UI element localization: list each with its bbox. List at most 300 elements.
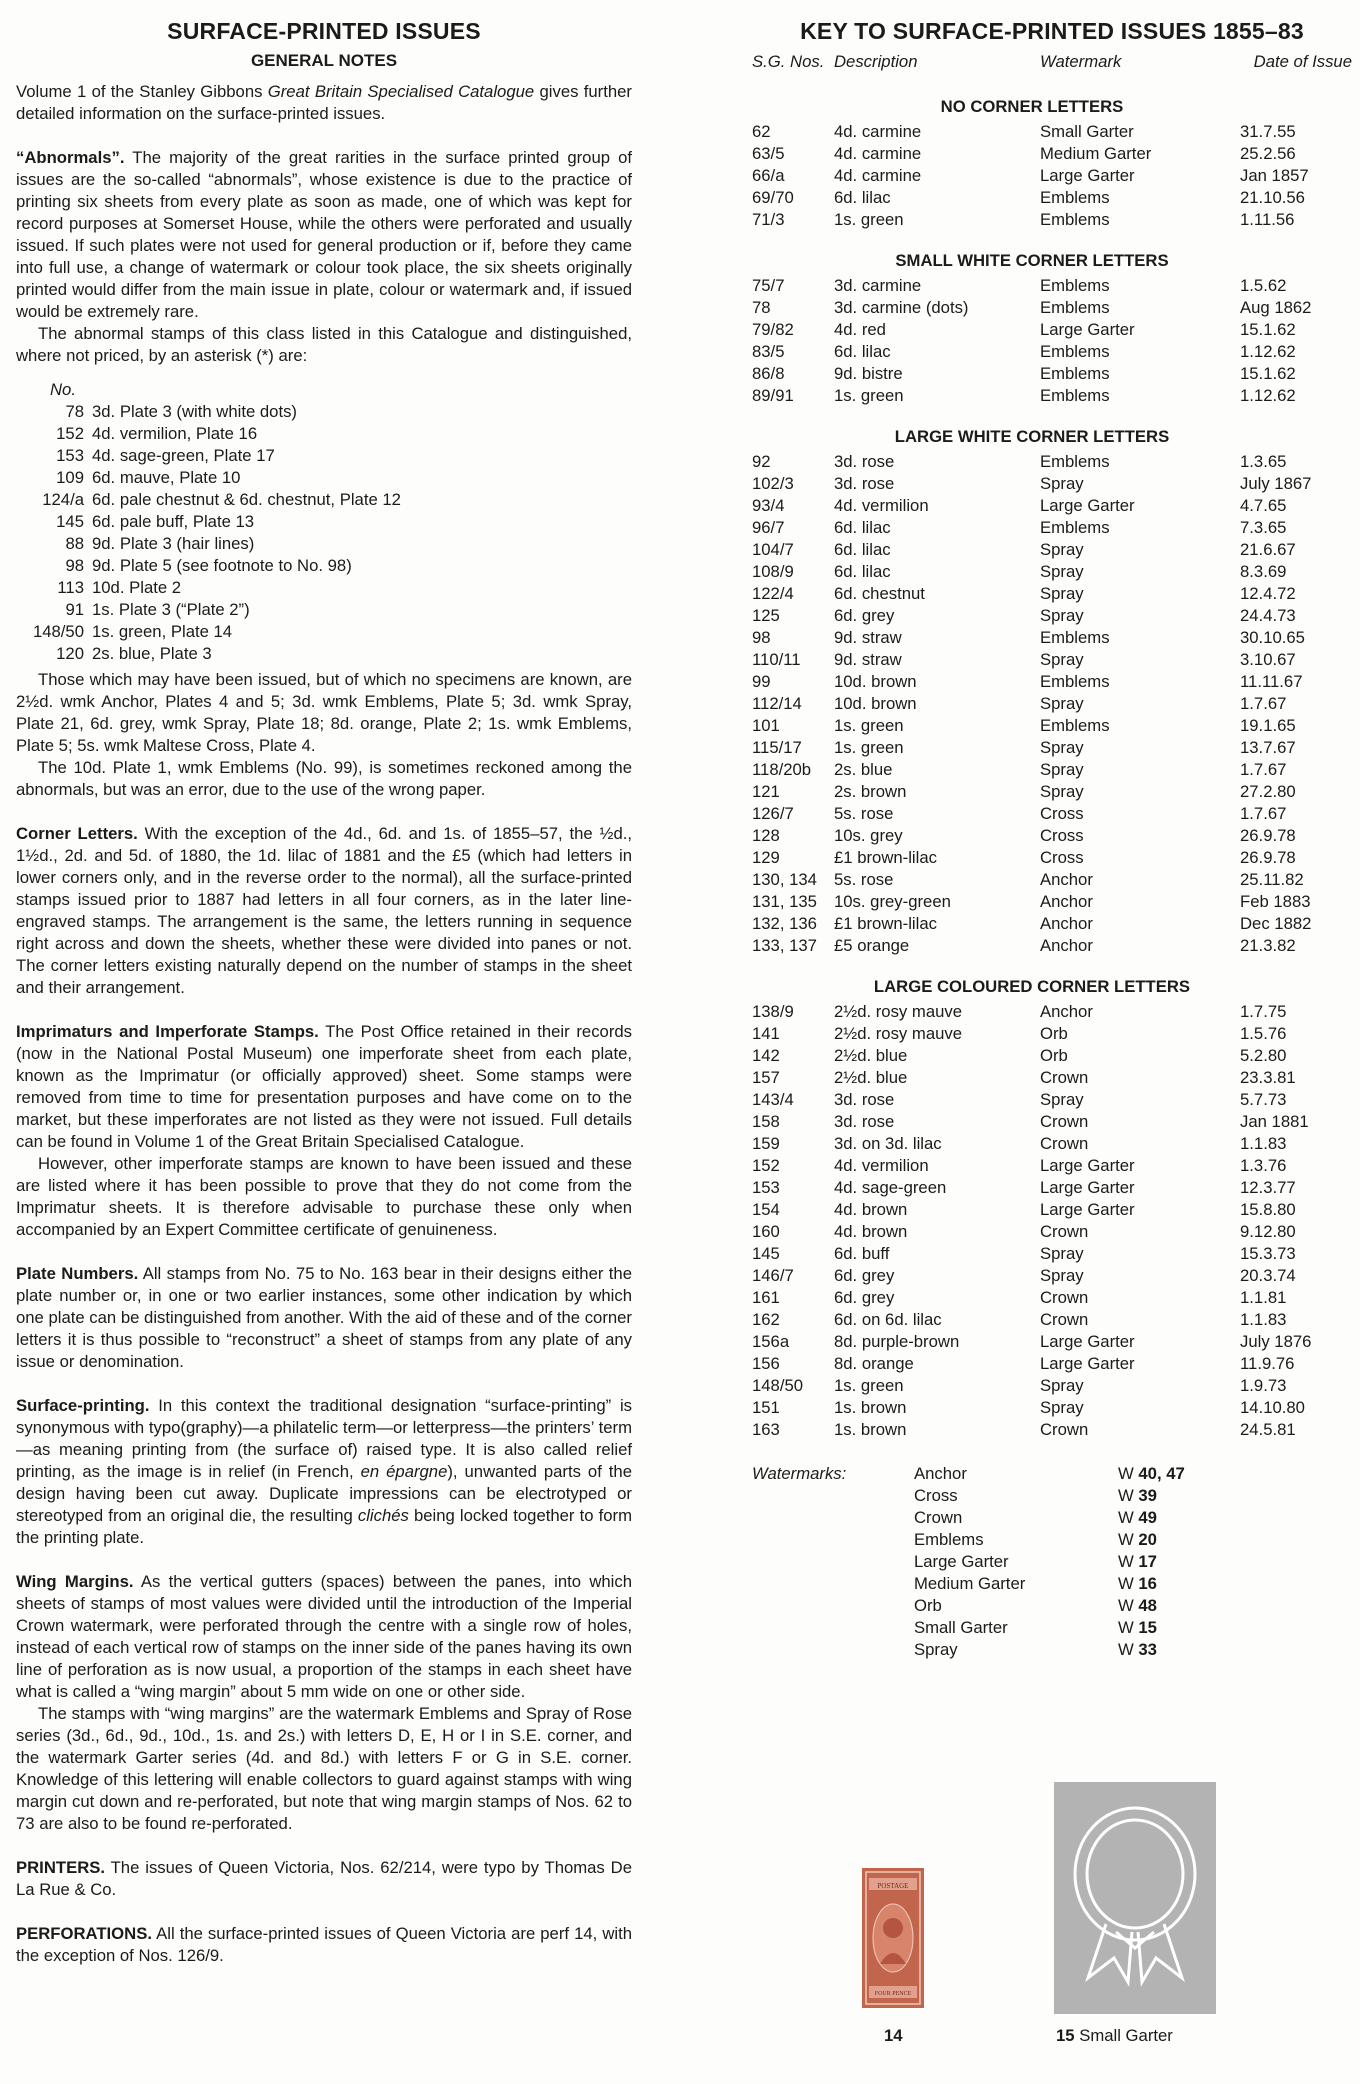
abnormals-list-header: No.: [50, 380, 76, 399]
cell-watermark: Crown: [1040, 1068, 1089, 1087]
cell-date-of-issue: 1.9.73: [1240, 1376, 1287, 1395]
cell-sg-number: 133, 137: [752, 936, 817, 955]
cell-watermark: Anchor: [1040, 914, 1093, 933]
cell-watermark: Spray: [1040, 1244, 1084, 1263]
abnormal-description: 6d. pale chestnut & 6d. chestnut, Plate 12: [92, 490, 401, 509]
table-row: [752, 737, 1352, 759]
cell-description: 6d. grey: [834, 606, 895, 625]
cell-sg-number: 121: [752, 782, 780, 801]
cell-description: 6d. lilac: [834, 540, 891, 559]
section-title: LARGE COLOURED CORNER LETTERS: [873, 977, 1191, 996]
table-row: [752, 319, 1352, 341]
table-row: [752, 803, 1352, 825]
cell-date-of-issue: 1.5.62: [1240, 276, 1287, 295]
cell-sg-number: 146/7: [752, 1266, 794, 1285]
table-row: [752, 1089, 1352, 1111]
watermark-name: Medium Garter: [914, 1574, 1026, 1593]
watermark-name: Spray: [914, 1640, 958, 1659]
table-row: [752, 451, 1352, 473]
abnormal-number: 113: [57, 578, 84, 597]
abnormal-number: 124/a: [42, 490, 84, 509]
cell-watermark: Spray: [1040, 474, 1084, 493]
cell-sg-number: 104/7: [752, 540, 794, 559]
cell-date-of-issue: Jan 1857: [1240, 166, 1309, 185]
abnormal-list-item: [16, 423, 632, 445]
abnormal-list-item: [16, 599, 632, 621]
cell-description: £1 brown-lilac: [834, 914, 937, 933]
cell-description: 9d. bistre: [834, 364, 903, 383]
cell-watermark: Spray: [1040, 606, 1084, 625]
cell-sg-number: 132, 136: [752, 914, 817, 933]
cell-watermark: Large Garter: [1040, 320, 1135, 339]
abnormal-list-item: [16, 621, 632, 643]
cell-description: 2s. blue: [834, 760, 893, 779]
table-row: [752, 891, 1352, 913]
cell-date-of-issue: 26.9.78: [1240, 826, 1296, 845]
table-row: [752, 1067, 1352, 1089]
table-row: [752, 1221, 1352, 1243]
plate-numbers-paragraph: Plate Numbers. All stamps from No. 75 to No. 163 bear in their designs either the plate number or, in one or two earlier instances, some other indication by which one plate can be distinguished from another. With the aid of these and of the corner letters it is thus possible to “reconstruct” a sheet of stamps from any plate of any issue or denomination.: [16, 1264, 632, 1371]
table-row: [752, 693, 1352, 715]
cell-date-of-issue: Feb 1883: [1240, 892, 1311, 911]
cell-description: 4d. vermilion: [834, 496, 929, 515]
abnormal-number: 91: [65, 600, 84, 619]
cell-watermark: Anchor: [1040, 892, 1093, 911]
abnormal-description: 1s. Plate 3 (“Plate 2”): [92, 600, 250, 619]
cell-date-of-issue: 9.12.80: [1240, 1222, 1296, 1241]
perforations-paragraph: PERFORATIONS. All the surface-printed issues of Queen Victoria are perf 14, with the exception of Nos. 126/9.: [16, 1924, 632, 1965]
table-row: [752, 605, 1352, 627]
table-row: [752, 1243, 1352, 1265]
cell-description: 8d. purple-brown: [834, 1332, 960, 1351]
cell-watermark: Spray: [1040, 1376, 1084, 1395]
cell-watermark: Cross: [1040, 826, 1084, 845]
cell-description: 4d. red: [834, 320, 886, 339]
cell-date-of-issue: July 1876: [1240, 1332, 1312, 1351]
cell-watermark: Emblems: [1040, 628, 1110, 647]
cell-watermark: Spray: [1040, 760, 1084, 779]
table-row: [752, 913, 1352, 935]
cell-description: 6d. lilac: [834, 562, 891, 581]
table-row: [752, 847, 1352, 869]
table-row: [752, 671, 1352, 693]
cell-description: 5s. rose: [834, 804, 894, 823]
table-row: [752, 275, 1352, 297]
cell-sg-number: 160: [752, 1222, 780, 1241]
cell-sg-number: 66/a: [752, 166, 785, 185]
cell-date-of-issue: 11.9.76: [1240, 1354, 1295, 1373]
abnormal-description: 4d. vermilion, Plate 16: [92, 424, 258, 443]
watermarks-label: Watermarks:: [752, 1464, 847, 1483]
header-watermark: Watermark: [1040, 52, 1122, 71]
cell-sg-number: 157: [752, 1068, 780, 1087]
fig-15-caption: 15 Small Garter: [1056, 2026, 1173, 2045]
cell-watermark: Large Garter: [1040, 496, 1135, 515]
table-row: [752, 143, 1352, 165]
cell-sg-number: 158: [752, 1112, 780, 1131]
cell-date-of-issue: 12.3.77: [1240, 1178, 1296, 1197]
cell-date-of-issue: 13.7.67: [1240, 738, 1296, 757]
abnormal-list-item: [16, 401, 632, 423]
cell-sg-number: 75/7: [752, 276, 785, 295]
cell-description: 1s. green: [834, 738, 904, 757]
cell-date-of-issue: 7.3.65: [1240, 518, 1287, 537]
cell-description: 9d. straw: [834, 628, 902, 647]
cell-date-of-issue: July 1867: [1240, 474, 1312, 493]
table-row: [752, 1199, 1352, 1221]
abnormal-description: 6d. pale buff, Plate 13: [92, 512, 255, 531]
table-row: [752, 1331, 1352, 1353]
cell-description: 9d. straw: [834, 650, 902, 669]
cell-watermark: Emblems: [1040, 672, 1110, 691]
table-row: [752, 121, 1352, 143]
cell-watermark: Spray: [1040, 584, 1084, 603]
watermark-number: W 39: [1118, 1486, 1157, 1505]
cell-watermark: Cross: [1040, 804, 1084, 823]
cell-date-of-issue: 21.3.82: [1240, 936, 1296, 955]
abnormal-description: 4d. sage-green, Plate 17: [92, 446, 275, 465]
cell-description: 10d. brown: [834, 672, 917, 691]
general-notes-column: [16, 18, 632, 1967]
cell-date-of-issue: 14.10.80: [1240, 1398, 1305, 1417]
section-title: NO CORNER LETTERS: [940, 97, 1124, 116]
cell-description: 4d. sage-green: [834, 1178, 947, 1197]
small-garter-icon: [1054, 1782, 1216, 2014]
key-column: [752, 18, 1352, 1661]
cell-date-of-issue: Dec 1882: [1240, 914, 1312, 933]
header-sg-nos: S.G. Nos.: [752, 52, 825, 71]
cell-date-of-issue: Aug 1862: [1240, 298, 1312, 317]
cell-watermark: Spray: [1040, 562, 1084, 581]
imprimaturs-paragraph-2: However, other imperforate stamps are known to have been issued and these are listed where it has been possible to prove that they do not come from the Imprimatur sheets. It is therefore advisable to purchase these only when accompanied by an Expert Committee certificate of genuineness.: [16, 1154, 632, 1239]
wing-margins-paragraph: Wing Margins. As the vertical gutters (spaces) between the panes, into which sheets of stamps of most values were divided until the introduction of the Imperial Crown watermark, were perforated through the centre with a single row of holes, instead of each vertical row of stamps on the inner side of the panes having its own line of perforation as is now usual, a proportion of the stamps in each sheet have what is called a “wing margin” about 5 mm wide on one or other side.: [16, 1572, 632, 1701]
cell-sg-number: 129: [752, 848, 780, 867]
table-row: [752, 583, 1352, 605]
cell-watermark: Orb: [1040, 1046, 1068, 1065]
cell-date-of-issue: 15.1.62: [1240, 364, 1296, 383]
cell-watermark: Spray: [1040, 694, 1084, 713]
printers-paragraph: PRINTERS. The issues of Queen Victoria, Nos. 62/214, were typo by Thomas De La Rue & Co.: [16, 1858, 632, 1899]
abnormal-number: 120: [56, 644, 84, 663]
cell-description: 2s. brown: [834, 782, 907, 801]
cell-sg-number: 141: [752, 1024, 780, 1043]
table-row: [752, 1287, 1352, 1309]
watermark-number: W 17: [1118, 1552, 1157, 1571]
cell-date-of-issue: 1.7.67: [1240, 804, 1287, 823]
cell-description: 2½d. rosy mauve: [834, 1024, 962, 1043]
table-row: [752, 1045, 1352, 1067]
cell-description: 4d. carmine: [834, 122, 922, 141]
table-row: [752, 385, 1352, 407]
table-row: [752, 1001, 1352, 1023]
table-row: [752, 825, 1352, 847]
cell-date-of-issue: 4.7.65: [1240, 496, 1287, 515]
watermark-name: Large Garter: [914, 1552, 1009, 1571]
cell-sg-number: 156a: [752, 1332, 790, 1351]
cell-watermark: Spray: [1040, 782, 1084, 801]
cell-date-of-issue: 11.11.67: [1240, 672, 1303, 691]
table-row: [752, 1309, 1352, 1331]
cell-description: 6d. lilac: [834, 188, 891, 207]
section-title: SMALL WHITE CORNER LETTERS: [895, 251, 1169, 270]
cell-watermark: Anchor: [1040, 870, 1093, 889]
cell-date-of-issue: 1.7.67: [1240, 760, 1287, 779]
watermark-number: W 48: [1118, 1596, 1157, 1615]
cell-watermark: Large Garter: [1040, 1200, 1135, 1219]
cell-description: 6d. on 6d. lilac: [834, 1310, 942, 1329]
cell-date-of-issue: 5.2.80: [1240, 1046, 1287, 1065]
cell-watermark: Spray: [1040, 540, 1084, 559]
watermark-name: Crown: [914, 1508, 963, 1527]
table-row: [752, 759, 1352, 781]
abnormal-list-item: [16, 467, 632, 489]
cell-watermark: Crown: [1040, 1134, 1089, 1153]
table-row: [752, 1265, 1352, 1287]
cell-date-of-issue: 20.3.74: [1240, 1266, 1296, 1285]
cell-date-of-issue: 1.1.81: [1240, 1288, 1287, 1307]
watermark-name: Orb: [914, 1596, 942, 1615]
watermark-number: W 15: [1118, 1618, 1157, 1637]
cell-sg-number: 108/9: [752, 562, 794, 581]
cell-description: 6d. buff: [834, 1244, 890, 1263]
intro-paragraph: Volume 1 of the Stanley Gibbons Great Britain Specialised Catalogue gives further detailed information on the surface-printed issues.: [16, 82, 632, 123]
abnormals-paragraph-2: The abnormal stamps of this class listed in this Catalogue and distinguished, where not priced, by an asterisk (*) are:: [16, 324, 632, 365]
table-row: [752, 517, 1352, 539]
cell-watermark: Large Garter: [1040, 1156, 1135, 1175]
cell-watermark: Emblems: [1040, 364, 1110, 383]
abnormal-number: 98: [65, 556, 84, 575]
watermark-names: [914, 1463, 1118, 1661]
cell-date-of-issue: 24.5.81: [1240, 1420, 1296, 1439]
abnormal-number: 153: [56, 446, 84, 465]
surface-printing-paragraph: Surface-printing. In this context the traditional designation “surface-printing” is synonymous with typo(graphy)—a philatelic term—or letterpress—the printers’ term—as meaning printing from (the surface of) raised type. It is also called relief printing, as the image is in relief (in French, en épargne), unwanted parts of the design having been cut away. Duplicate impressions can be electrotyped or stereotyped from an original die, the resulting clichés being locked together to form the printing plate.: [16, 1396, 632, 1547]
cell-description: 10s. grey-green: [834, 892, 951, 911]
cell-sg-number: 153: [752, 1178, 780, 1197]
cell-description: 1s. green: [834, 210, 904, 229]
abnormal-list-item: [16, 643, 632, 665]
table-row: [752, 495, 1352, 517]
cell-date-of-issue: 1.1.83: [1240, 1310, 1287, 1329]
cell-sg-number: 125: [752, 606, 780, 625]
cell-description: 4d. carmine: [834, 144, 922, 163]
header-date-of-issue: Date of Issue: [1253, 52, 1352, 71]
table-row: [752, 1111, 1352, 1133]
cell-date-of-issue: 24.4.73: [1240, 606, 1296, 625]
cell-description: 1s. green: [834, 386, 904, 405]
cell-date-of-issue: 1.7.67: [1240, 694, 1287, 713]
cell-watermark: Spray: [1040, 738, 1084, 757]
cell-description: 1s. green: [834, 716, 904, 735]
fig-14-stamp-image: [862, 1868, 924, 2008]
table-row: [752, 1353, 1352, 1375]
cell-watermark: Anchor: [1040, 936, 1093, 955]
table-row: [752, 1155, 1352, 1177]
abnormal-description: 6d. mauve, Plate 10: [92, 468, 241, 487]
abnormal-list-item: [16, 489, 632, 511]
abnormal-number: 88: [65, 534, 84, 553]
cell-sg-number: 154: [752, 1200, 780, 1219]
watermark-number: W 49: [1118, 1508, 1157, 1527]
header-description: Description: [834, 52, 918, 71]
cell-date-of-issue: Jan 1881: [1240, 1112, 1309, 1131]
abnormal-description: 10d. Plate 2: [92, 578, 182, 597]
cell-description: 10d. brown: [834, 694, 917, 713]
watermark-name: Emblems: [914, 1530, 984, 1549]
abnormal-list-item: [16, 577, 632, 599]
watermark-name: Anchor: [914, 1464, 967, 1483]
table-row: [752, 649, 1352, 671]
cell-watermark: Small Garter: [1040, 122, 1134, 141]
stamp-4d-carmine-icon: [862, 1868, 924, 2008]
cell-description: 6d. lilac: [834, 342, 891, 361]
cell-sg-number: 131, 135: [752, 892, 817, 911]
abnormal-list-item: [16, 533, 632, 555]
watermark-numbers: [1118, 1463, 1185, 1661]
cell-description: 6d. grey: [834, 1288, 895, 1307]
cell-sg-number: 126/7: [752, 804, 794, 823]
watermark-name: Cross: [914, 1486, 958, 1505]
table-row: [752, 341, 1352, 363]
cell-description: 6d. chestnut: [834, 584, 925, 603]
cell-date-of-issue: 8.3.69: [1240, 562, 1287, 581]
table-row: [752, 1133, 1352, 1155]
cell-description: 2½d. blue: [834, 1046, 908, 1065]
cell-date-of-issue: 1.7.75: [1240, 1002, 1287, 1021]
table-row: [752, 869, 1352, 891]
table-row: [752, 473, 1352, 495]
cell-sg-number: 110/11: [752, 650, 801, 669]
abnormal-number: 145: [56, 512, 84, 531]
cell-watermark: Large Garter: [1040, 166, 1135, 185]
svg-text:POSTAGE: POSTAGE: [877, 1882, 909, 1890]
cell-watermark: Spray: [1040, 1090, 1084, 1109]
abnormal-number: 148/50: [32, 622, 84, 641]
cell-description: 3d. rose: [834, 452, 895, 471]
cell-description: 4d. brown: [834, 1200, 908, 1219]
cell-sg-number: 96/7: [752, 518, 785, 537]
cell-sg-number: 86/8: [752, 364, 785, 383]
cell-date-of-issue: 25.2.56: [1240, 144, 1296, 163]
cell-watermark: Crown: [1040, 1222, 1089, 1241]
cell-date-of-issue: 1.1.83: [1240, 1134, 1287, 1153]
cell-watermark: Emblems: [1040, 298, 1110, 317]
cell-description: 3d. rose: [834, 1112, 895, 1131]
cell-sg-number: 63/5: [752, 144, 785, 163]
cell-description: 1s. brown: [834, 1398, 907, 1417]
abnormal-number: 152: [56, 424, 84, 443]
cell-date-of-issue: 15.1.62: [1240, 320, 1296, 339]
page-title: SURFACE-PRINTED ISSUES: [167, 18, 481, 44]
cell-sg-number: 128: [752, 826, 780, 845]
cell-date-of-issue: 21.6.67: [1240, 540, 1296, 559]
cell-sg-number: 89/91: [752, 386, 794, 405]
table-row: [752, 1023, 1352, 1045]
cell-date-of-issue: 25.11.82: [1240, 870, 1304, 889]
abnormals-paragraph: “Abnormals”. The majority of the great rarities in the surface printed group of issues are the so-called “abnormals”, whose existence is due to the practice of printing six sheets from every plate as soon as made, one of which was kept for record purposes at Somerset House, while the others were perforated and usually issued. If such plates were not used for general production or if, before they came into full use, a change of watermark or colour took place, the six sheets originally printed would differ from the main issue in plate, colour or watermark and, if issued would be extremely rare.: [16, 148, 632, 321]
svg-text:FOUR PENCE: FOUR PENCE: [874, 1991, 912, 1997]
cell-description: 3d. rose: [834, 474, 895, 493]
cell-description: 4d. carmine: [834, 166, 922, 185]
cell-sg-number: 161: [752, 1288, 780, 1307]
cell-sg-number: 148/50: [752, 1376, 804, 1395]
cell-description: £1 brown-lilac: [834, 848, 937, 867]
table-row: [752, 539, 1352, 561]
table-row: [752, 715, 1352, 737]
cell-watermark: Medium Garter: [1040, 144, 1152, 163]
cell-description: 4d. vermilion: [834, 1156, 929, 1175]
cell-date-of-issue: 1.11.56: [1240, 210, 1295, 229]
cell-watermark: Emblems: [1040, 188, 1110, 207]
table-row: [752, 297, 1352, 319]
not-issued-paragraph: Those which may have been issued, but of which no specimens are known, are 2½d. wmk Anchor, Plates 4 and 5; 3d. wmk Emblems, Plate 5; 3d. wmk Spray, Plate 21, 6d. grey, wmk Spray, Plate 18; 8d. orange, Plate 2; 1s. wmk Emblems, Plate 5; 5s. wmk Maltese Cross, Plate 4.: [16, 670, 632, 755]
cell-description: 1s. green: [834, 1376, 904, 1395]
cell-description: 4d. brown: [834, 1222, 908, 1241]
cell-sg-number: 156: [752, 1354, 780, 1373]
watermark-number: W 16: [1118, 1574, 1157, 1593]
fig-15-small-garter-watermark-image: [1054, 1782, 1216, 2014]
cell-sg-number: 122/4: [752, 584, 794, 603]
cell-watermark: Crown: [1040, 1310, 1089, 1329]
table-row: [752, 1419, 1352, 1441]
cell-description: 6d. lilac: [834, 518, 891, 537]
cell-watermark: Orb: [1040, 1024, 1068, 1043]
cell-date-of-issue: 1.5.76: [1240, 1024, 1287, 1043]
cell-description: 6d. grey: [834, 1266, 895, 1285]
cell-date-of-issue: 3.10.67: [1240, 650, 1296, 669]
cell-sg-number: 101: [752, 716, 780, 735]
cell-description: 2½d. rosy mauve: [834, 1002, 962, 1021]
cell-description: 3d. carmine: [834, 276, 922, 295]
cell-sg-number: 83/5: [752, 342, 785, 361]
cell-watermark: Emblems: [1040, 210, 1110, 229]
fig-14-caption: 14: [884, 2026, 903, 2045]
cell-description: 5s. rose: [834, 870, 894, 889]
cell-sg-number: 93/4: [752, 496, 785, 515]
cell-description: 8d. orange: [834, 1354, 914, 1373]
watermark-number: W 40, 47: [1118, 1464, 1185, 1483]
cell-watermark: Crown: [1040, 1288, 1089, 1307]
cell-date-of-issue: 5.7.73: [1240, 1090, 1287, 1109]
watermark-number: W 33: [1118, 1640, 1157, 1659]
table-row: [752, 1375, 1352, 1397]
cell-sg-number: 145: [752, 1244, 780, 1263]
cell-sg-number: 62: [752, 122, 771, 141]
abnormal-list-item: [16, 445, 632, 467]
cell-watermark: Emblems: [1040, 386, 1110, 405]
cell-watermark: Emblems: [1040, 452, 1110, 471]
table-row: [752, 935, 1352, 957]
table-row: [752, 627, 1352, 649]
wing-margins-paragraph-2: The stamps with “wing margins” are the watermark Emblems and Spray of Rose series (3d., 6d., 9d., 10d., 1s. and 2s.) with letters D, E, H or I in S.E. corner, and the watermark Garter series (4d. and 8d.) with letters F or G in S.E. corner. Knowledge of this lettering will enable collectors to guard against stamps with wing margin cut down and re-perforated, but note that wing margin stamps of Nos. 62 to 73 are also to be found re-perforated.: [16, 1704, 632, 1833]
cell-description: 1s. brown: [834, 1420, 907, 1439]
cell-watermark: Emblems: [1040, 276, 1110, 295]
cell-sg-number: 102/3: [752, 474, 794, 493]
cell-description: 2½d. blue: [834, 1068, 908, 1087]
cell-sg-number: 92: [752, 452, 771, 471]
cell-watermark: Spray: [1040, 650, 1084, 669]
table-row: [752, 165, 1352, 187]
cell-sg-number: 118/20b: [752, 760, 812, 779]
cell-watermark: Large Garter: [1040, 1354, 1135, 1373]
table-row: [752, 363, 1352, 385]
imprimaturs-paragraph: Imprimaturs and Imperforate Stamps. The Post Office retained in their records (now in the National Postal Museum) one imperforate sheet from each plate, known as the Imprimatur (or officially approved) sheet. Some stamps were removed from time to time for presentation purposes and have come on to the market, but these imperforates are not listed as they were not issued. Full details can be found in Volume 1 of the Great Britain Specialised Catalogue.: [16, 1022, 632, 1151]
tenpence-paragraph: The 10d. Plate 1, wmk Emblems (No. 99), is sometimes reckoned among the abnormals, but was an error, due to the use of the wrong paper.: [16, 758, 632, 799]
key-table-header: [752, 51, 1352, 73]
key-table: [752, 97, 1352, 1441]
cell-date-of-issue: 15.3.73: [1240, 1244, 1296, 1263]
table-row: [752, 209, 1352, 231]
cell-description: 3d. rose: [834, 1090, 895, 1109]
